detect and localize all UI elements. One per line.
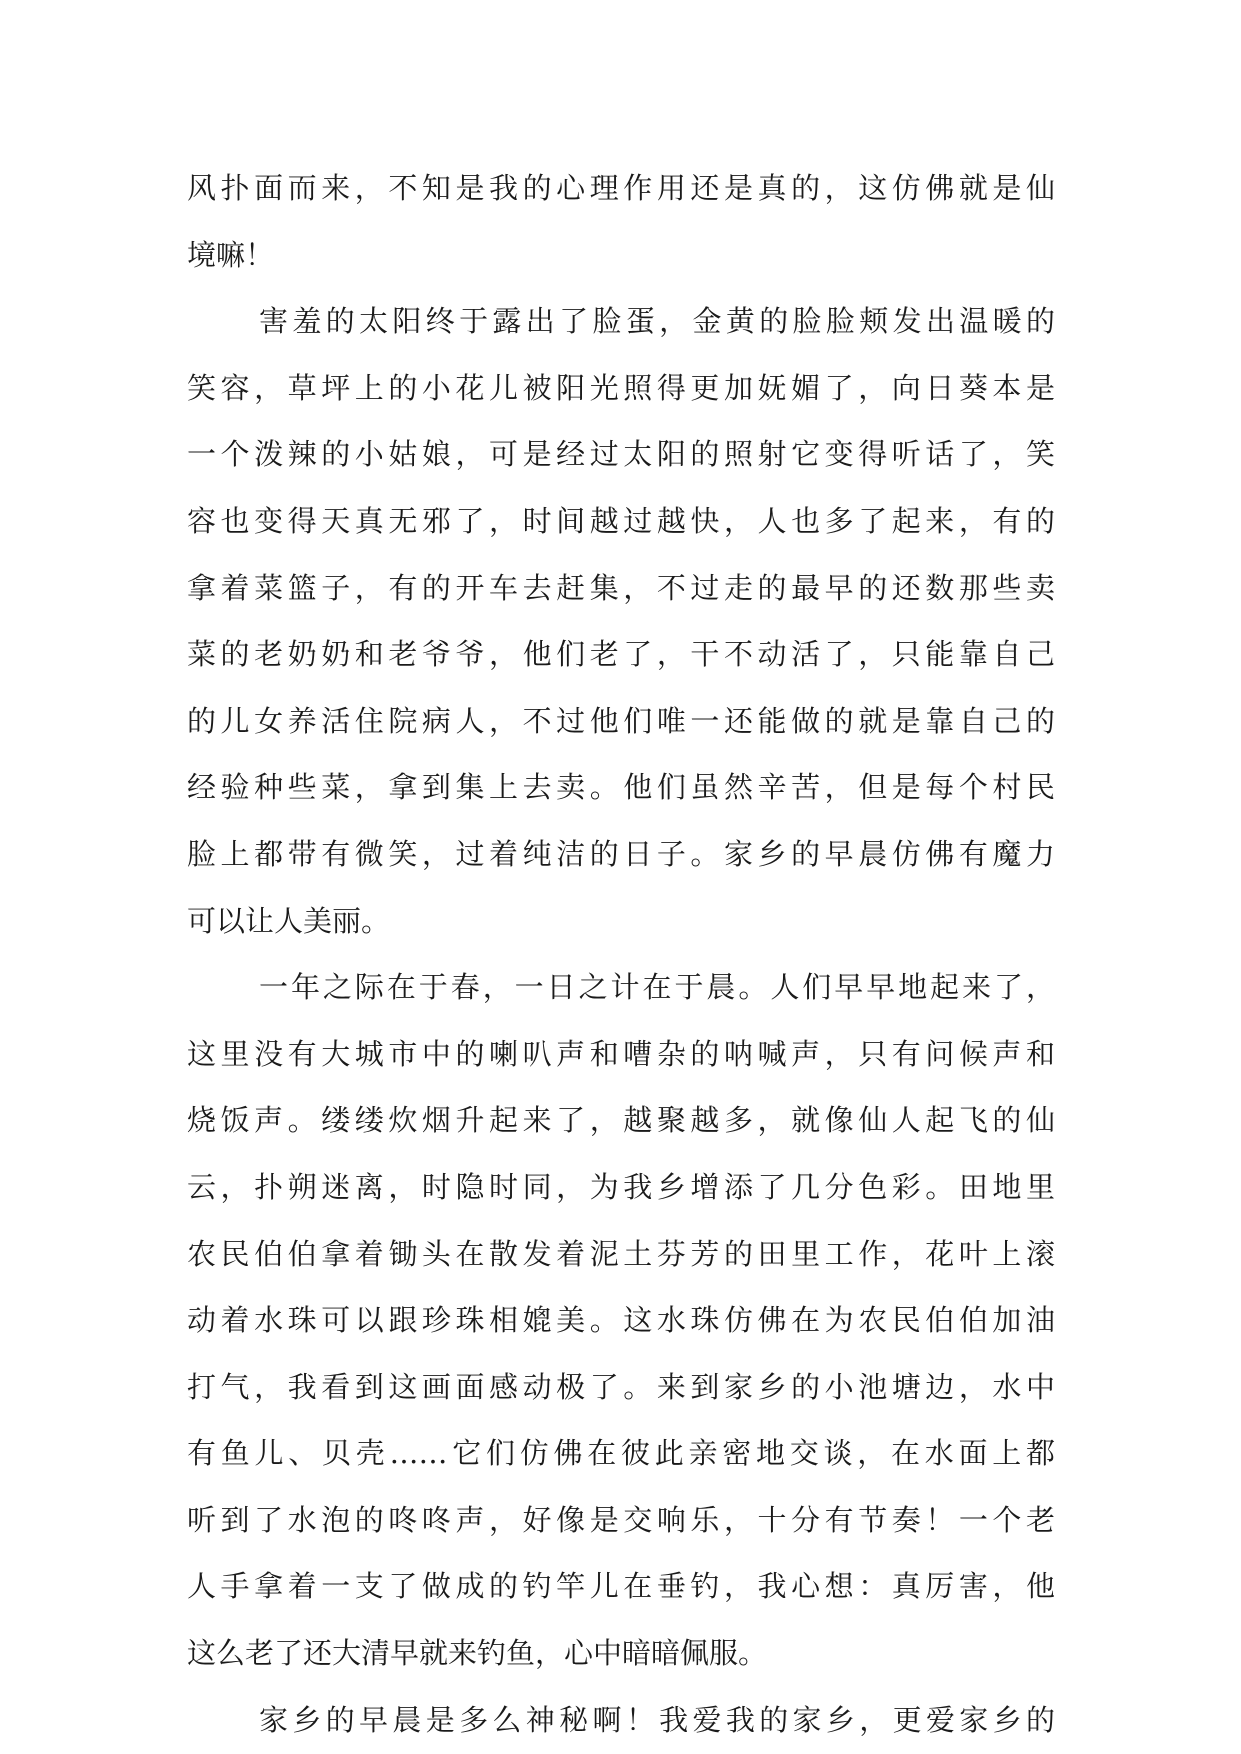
paragraph — [187, 155, 1055, 288]
text-line: 脸上都带有微笑，过着纯洁的日子。家乡的早晨仿佛有魔力 — [187, 836, 1055, 871]
text-line: 这里没有大城市中的喇叭声和嘈杂的呐喊声，只有问候声和 — [187, 1036, 1055, 1071]
text-line: 境嘛！ — [187, 237, 275, 272]
text-line: 容也变得天真无邪了，时间越过越快，人也多了起来，有的 — [187, 503, 1055, 538]
text-line: 打气，我看到这画面感动极了。来到家乡的小池塘边，水中 — [187, 1369, 1055, 1404]
text-line: 害羞的太阳终于露出了脸蛋，金黄的脸脸颊发出温暖的 — [259, 304, 1055, 339]
text-line: 经验种些菜，拿到集上去卖。他们虽然辛苦，但是每个村民 — [187, 770, 1055, 805]
text-line: 动着水珠可以跟珍珠相媲美。这水珠仿佛在为农民伯伯加油 — [187, 1303, 1055, 1338]
text-line: 人手拿着一支了做成的钓竿儿在垂钓，我心想：真厉害，他 — [187, 1569, 1055, 1604]
text-line: 家乡的早晨是多么神秘啊！我爱我的家乡，更爱家乡的 — [259, 1702, 1055, 1737]
text-line: 菜的老奶奶和老爷爷，他们老了，干不动活了，只能靠自己 — [187, 637, 1055, 672]
paragraph — [187, 288, 1055, 954]
text-line: 有鱼儿、贝壳……它们仿佛在彼此亲密地交谈，在水面上都 — [187, 1436, 1055, 1471]
text-line: 农民伯伯拿着锄头在散发着泥土芬芳的田里工作，花叶上滚 — [187, 1236, 1055, 1271]
text-line: 的儿女养活住院病人，不过他们唯一还能做的就是靠自己的 — [187, 703, 1055, 738]
text-line: 拿着菜篮子，有的开车去赶集，不过走的最早的还数那些卖 — [187, 570, 1055, 605]
text-line: 一年之际在于春，一日之计在于晨。人们早早地起来了， — [259, 970, 1055, 1005]
text-line: 可以让人美丽。 — [187, 903, 391, 938]
paragraph — [187, 1687, 1055, 1754]
text-line: 听到了水泡的咚咚声，好像是交响乐，十分有节奏！一个老 — [187, 1502, 1055, 1537]
text-line: 风扑面而来，不知是我的心理作用还是真的，这仿佛就是仙 — [187, 171, 1055, 205]
text-line: 云，扑朔迷离，时隐时同，为我乡增添了几分色彩。田地里 — [187, 1169, 1055, 1204]
text-line: 这么老了还大清早就来钓鱼，心中暗暗佩服。 — [187, 1636, 768, 1671]
text-line: 烧饭声。缕缕炊烟升起来了，越聚越多，就像仙人起飞的仙 — [187, 1103, 1055, 1138]
paragraph — [187, 954, 1055, 1687]
document-body — [187, 155, 1055, 1753]
text-line: 笑容，草坪上的小花儿被阳光照得更加妩媚了，向日葵本是 — [187, 370, 1055, 405]
text-line: 一个泼辣的小姑娘，可是经过太阳的照射它变得听话了，笑 — [187, 437, 1055, 472]
